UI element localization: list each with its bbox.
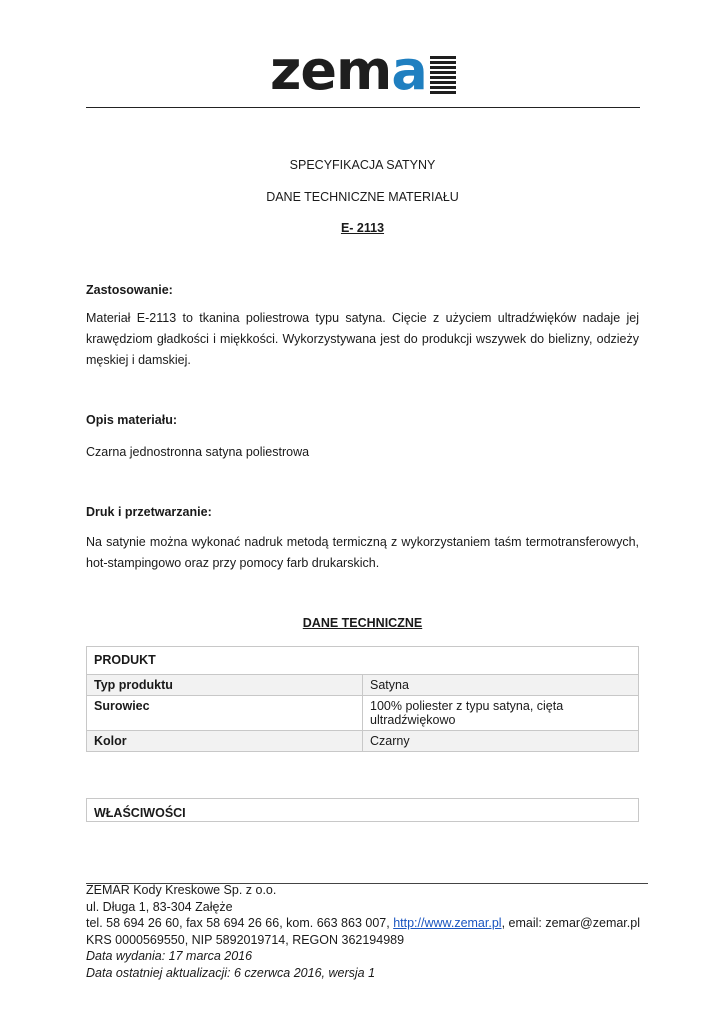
- table-row: [87, 731, 639, 752]
- tech-data-title: DANE TECHNICZNE: [302, 616, 423, 630]
- section-text-druk: Na satynie można wykonać nadruk metodą termiczną z wykorzystaniem taśm termotransferowych, hot-stampingowo oraz przy pomocy farb drukarskich.: [86, 535, 639, 570]
- footer-address: ul. Długa 1, 83-304 Załęże: [86, 899, 233, 914]
- properties-table: [86, 798, 639, 822]
- row-key: Typ produktu: [87, 675, 363, 696]
- table-header-row: [87, 647, 639, 675]
- properties-header-cell: WŁAŚCIWOŚCI: [87, 799, 639, 822]
- logo-wordmark: zema: [270, 39, 427, 102]
- section-text-zastosowanie: Materiał E-2113 to tkanina poliestrowa typu satyna. Cięcie z użyciem ultradźwięków nadaje jej krawędziom gładkości i miękkości. Wykorzystywana jest do produkcji wszywek do bielizny, odzieży męskiej i damskiej.: [86, 311, 639, 367]
- row-key: Kolor: [87, 731, 363, 752]
- table-row: [87, 675, 639, 696]
- row-key: Surowiec: [87, 696, 363, 731]
- zemar-logo: [270, 39, 456, 102]
- row-value: Czarny: [363, 731, 639, 752]
- footer-registry: KRS 0000569550, NIP 5892019714, REGON 362194989: [86, 932, 405, 947]
- website-link[interactable]: http://www.zemar.pl: [393, 916, 502, 930]
- product-header-cell: PRODUKT: [87, 647, 639, 675]
- footer-contact: tel. 58 694 26 60, fax 58 694 26 66, kom. 663 863 007, http://www.zemar.pl, email: zemar@zemar.pl: [86, 916, 640, 930]
- footer: [86, 882, 686, 981]
- row-value: Satyna: [363, 675, 639, 696]
- product-spec-table: [86, 646, 639, 752]
- material-code: E- 2113: [340, 221, 385, 235]
- section-text-opis: Czarna jednostronna satyna poliestrowa: [86, 445, 310, 459]
- header-divider: [86, 107, 640, 108]
- section-heading-druk: Druk i przetwarzanie:: [86, 505, 212, 519]
- logo-barcode-r: [430, 56, 456, 98]
- footer-update-date: Data ostatniej aktualizacji: 6 czerwca 2016, wersja 1: [86, 965, 376, 980]
- footer-issue-date: Data wydania: 17 marca 2016: [86, 949, 253, 963]
- document-title: SPECYFIKACJA SATYNY: [289, 158, 436, 172]
- document-subtitle: DANE TECHNICZNE MATERIAŁU: [266, 190, 459, 204]
- footer-company: ZEMAR Kody Kreskowe Sp. z o.o.: [86, 883, 277, 897]
- section-heading-zastosowanie: Zastosowanie:: [86, 283, 173, 297]
- properties-header-row: [87, 799, 639, 822]
- section-heading-opis: Opis materiału:: [86, 413, 177, 427]
- table-row: [87, 696, 639, 731]
- row-value: 100% poliester z typu satyna, cięta ultradźwiękowo: [363, 696, 639, 731]
